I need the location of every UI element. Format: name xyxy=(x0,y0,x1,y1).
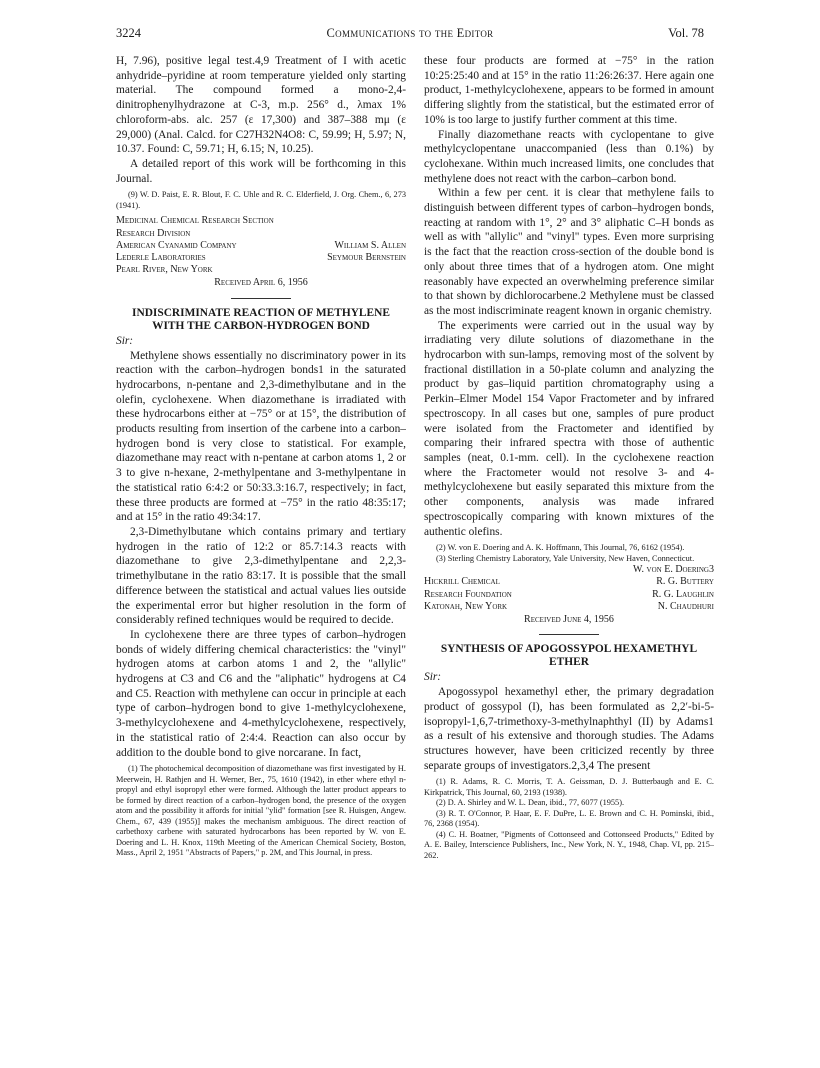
footnote: (2) W. von E. Doering and A. K. Hoffmann, This Journal, 76, 6162 (1954). xyxy=(436,543,685,553)
affiliation-line: Katonah, New York N. Chaudhuri xyxy=(424,600,714,612)
paragraph: The experiments were carried out in the usual way by irradiating very dilute solutions of diazomethane in the hydrocarbon with sun-lamps, removing most of the solvent by fractional distillation in a 50-plate column and analyzing the product by gas–liquid partition chromatography using a Perkin–Elmer Model 154 Vapor Fractometer and by infrared spectroscopy. In all cases but one, samples of pure product were isolated from the Fractometer and identified by comparing their infrared spectra with those of authentic samples (neat, 0.1-mm. cell). In the cyclohexene reaction where the Fractometer would not resolve 3- and 4-methylcyclohexene but easily separated this mixture from the other components, analysis was made infrared spectroscopically comparing with known mixtures of the authentic olefins. xyxy=(424,319,714,538)
paragraph: 2,3-Dimethylbutane which contains primary and tertiary hydrogen in the ratio of 12:2 or 85.7:14.3 reacts with diazomethane to give 2,3-dimethylpentane and 2,2,3-trimethylbutane in the ratio 83:17. It is possible that the small difference between the statistical and actual values lies outside the experimental error but higher resolution in the form of considerably refined techniques would be required to decide. xyxy=(116,525,406,627)
author-name: W. von E. Doering3 xyxy=(633,564,714,576)
author-name: R. G. Laughlin xyxy=(652,588,714,600)
affiliation-line xyxy=(424,564,714,576)
affiliation-line: Hickrill Chemical R. G. Buttery xyxy=(424,576,714,588)
paragraph: these four products are formed at −75° in the ration 10:25:25:40 and at 15° in the ratio 11:26:26:37. Here again one product, 1-methylcyclohexene, appears to be formed in amount differing slightly from the statistical, but the estimated error of 10% is too large to justify further comment at this time. xyxy=(424,55,714,126)
affiliation-line: Research Foundation R. G. Laughlin xyxy=(424,588,714,600)
affiliation-line: Research Division xyxy=(116,227,191,239)
paragraph: In cyclohexene there are three types of carbon–hydrogen bonds of widely differing chemical characteristics: the "vinyl" hydrogen atoms at carbon atoms 1 and 2, the "allylic" hydrogens at C3 and C6 and the "aliphatic" hydrogens at C4 and C5. Reaction with methylene can occur in principle at each type of carbon–hydrogen bond to give 1-methylcyclohexene, 3-methylcyclohexene and 4-methylcyclohexene, respectively, in the statistical ratio of 2:4:4. Reaction can also occur by addition to the double bond to give norcarane. In fact, xyxy=(116,628,406,759)
footnote: (3) Sterling Chemistry Laboratory, Yale University, New Haven, Connecticut. xyxy=(436,553,695,563)
volume-label: Vol. 78 xyxy=(668,26,704,40)
received-date: Received April 6, 1956 xyxy=(214,277,308,289)
footnote: (9) W. D. Paist, E. R. Blout, F. C. Uhle and R. C. Elderfield, J. Org. Chem., 6, 273 (1941). xyxy=(116,190,406,210)
footnote: (4) C. H. Boatner, "Pigments of Cottonseed and Cottonseed Products," Edited by A. E. Bailey, Interscience Publishers, Inc., New York, N. Y., 1948, Chap. VI, pp. 215–262. xyxy=(424,829,714,860)
affiliation-line: Medicinal Chemical Research Section xyxy=(116,215,274,227)
salutation: Sir: xyxy=(424,671,442,684)
page-header xyxy=(116,26,704,44)
article-title: INDISCRIMINATE REACTION OF METHYLENE WITH THE CARBON-HYDROGEN BOND xyxy=(132,306,390,332)
salutation: Sir: xyxy=(116,334,134,347)
paragraph: Methylene shows essentially no discriminatory power in its reaction with the carbon–hydrogen bonds1 in the saturated hydrocarbons, n-pentane and 2,3-dimethylbutane and in the olefin, cyclohexene. When diazomethane is irradiated with these hydrocarbons either at −75° or at 15°, the distribution of products resulting from insertion of the carbene into a carbon–hydrogen bond is very close to statistical. For example, diazomethane may react with n-pentane at carbon atoms 1, 2 or 3 to give n-hexane, 2-methylpentane and 3-methylpentane in the statistical ratio 6:4:2 or 50:33.3:16.7, respectively; in fact, these three products are formed at −75° in the ratio 48:35:17; and at 15° in the ratio 49:34:17. xyxy=(116,349,406,524)
section-divider xyxy=(539,634,599,635)
footnote: (1) R. Adams, R. C. Morris, T. A. Geissman, D. J. Butterbaugh and E. C. Kirkpatrick, This Journal, 60, 2193 (1938). xyxy=(424,777,714,797)
affiliation-line: American Cyanamid Company William S. Allen xyxy=(116,239,406,251)
right-column xyxy=(424,54,714,1044)
left-column xyxy=(116,54,406,1044)
paragraph: H, 7.96), positive legal test.4,9 Treatment of I with acetic anhydride–pyridine at room temperature yielded only starting material. The compound formed a mono-2,4-dinitrophenylhydrazone at C-3, m.p. 256° d., λmax 1% chloroform-abs. alc. 257 (ε 17,300) and 387–388 mμ (ε 29,000) (Anal. Calcd. for C27H32N4O8: C, 59.99; H, 5.97; N, 10.37. Found: C, 59.71; H, 6.15; N, 10.25). xyxy=(116,55,406,156)
footnote: (3) R. T. O'Connor, P. Haar, E. F. DuPre, L. E. Brown and C. H. Pominski, ibid., 76, 2368 (1954). xyxy=(424,808,714,829)
affiliation-line: Pearl River, New York xyxy=(116,264,213,276)
journal-running-title: Communications to the Editor xyxy=(326,26,494,40)
author-name: Seymour Bernstein xyxy=(327,251,406,263)
page-number: 3224 xyxy=(116,26,141,40)
author-name: R. G. Buttery xyxy=(656,576,714,588)
article-title: SYNTHESIS OF APOGOSSYPOL HEXAMETHYL ETHER xyxy=(440,643,698,669)
author-name: N. Chaudhuri xyxy=(657,600,714,612)
paragraph: A detailed report of this work will be forthcoming in this Journal. xyxy=(116,157,406,185)
received-date: Received June 4, 1956 xyxy=(524,614,614,626)
footnote: (2) D. A. Shirley and W. L. Dean, ibid., 77, 6077 (1955). xyxy=(436,798,625,808)
paragraph: Within a few per cent. it is clear that methylene fails to distinguish between different types of carbon–hydrogen bonds, reacting at random with 1°, 2° and 3° aliphatic C–H bonds as well as with "allylic" and "vinyl" types. Even more surprising is the fact that the reaction cross-section of the double bond is only about three times that of a hydrogen atom. One might reasonably have expected an overwhelming preference similar to that shown by dichlorocarbene.2 Methylene must be classed as the most indiscriminate reagent known in organic chemistry. xyxy=(424,187,714,317)
footnote: (1) The photochemical decomposition of diazomethane was first investigated by H. Meerwein, H. Rathjen and H. Werner, Ber., 75, 1610 (1942), in ether where ethyl n-propyl and ethyl isopropyl ether were formed. Although the latter product appears to be formed by direct reaction of a carbon–hydrogen bond, the presence of the oxygen atom and the possibility it affords for initial "ylid" formation [see R. Huisgen, Angew. Chem., 67, 439 (1955)] makes the mechanism ambiguous. The direct reaction of carbethoxy carbene with saturated hydrocarbons has been reported by W. von E. Doering and L. H. Knox, 119th Meeting of the American Chemical Society, Boston, Mass., April 2, 1951 "Abstracts of Papers," p. 2M, and This Journal, in press. xyxy=(116,764,406,858)
author-name: William S. Allen xyxy=(334,239,406,251)
affiliation-line: Lederle Laboratories Seymour Bernstein xyxy=(116,251,406,263)
paragraph: Apogossypol hexamethyl ether, the primary degradation product of gossypol (I), has been formulated as 2,2′-bi-5-isopropyl-1,6,7-trimethoxy-3-methylnaphthyl (II) by Adams1 as a result of his extensive and thorough studies. The Adams structures however, have been criticized recently by three separate groups of investigators.2,3,4 The present xyxy=(424,686,714,772)
paragraph: Finally diazomethane reacts with cyclopentane to give methylcyclopentane unaccompanied (less than 0.1%) by cyclohexane. Within much increased limits, one concludes that methylene does not react with the carbon–carbon bond. xyxy=(424,128,714,185)
section-divider xyxy=(231,298,291,299)
